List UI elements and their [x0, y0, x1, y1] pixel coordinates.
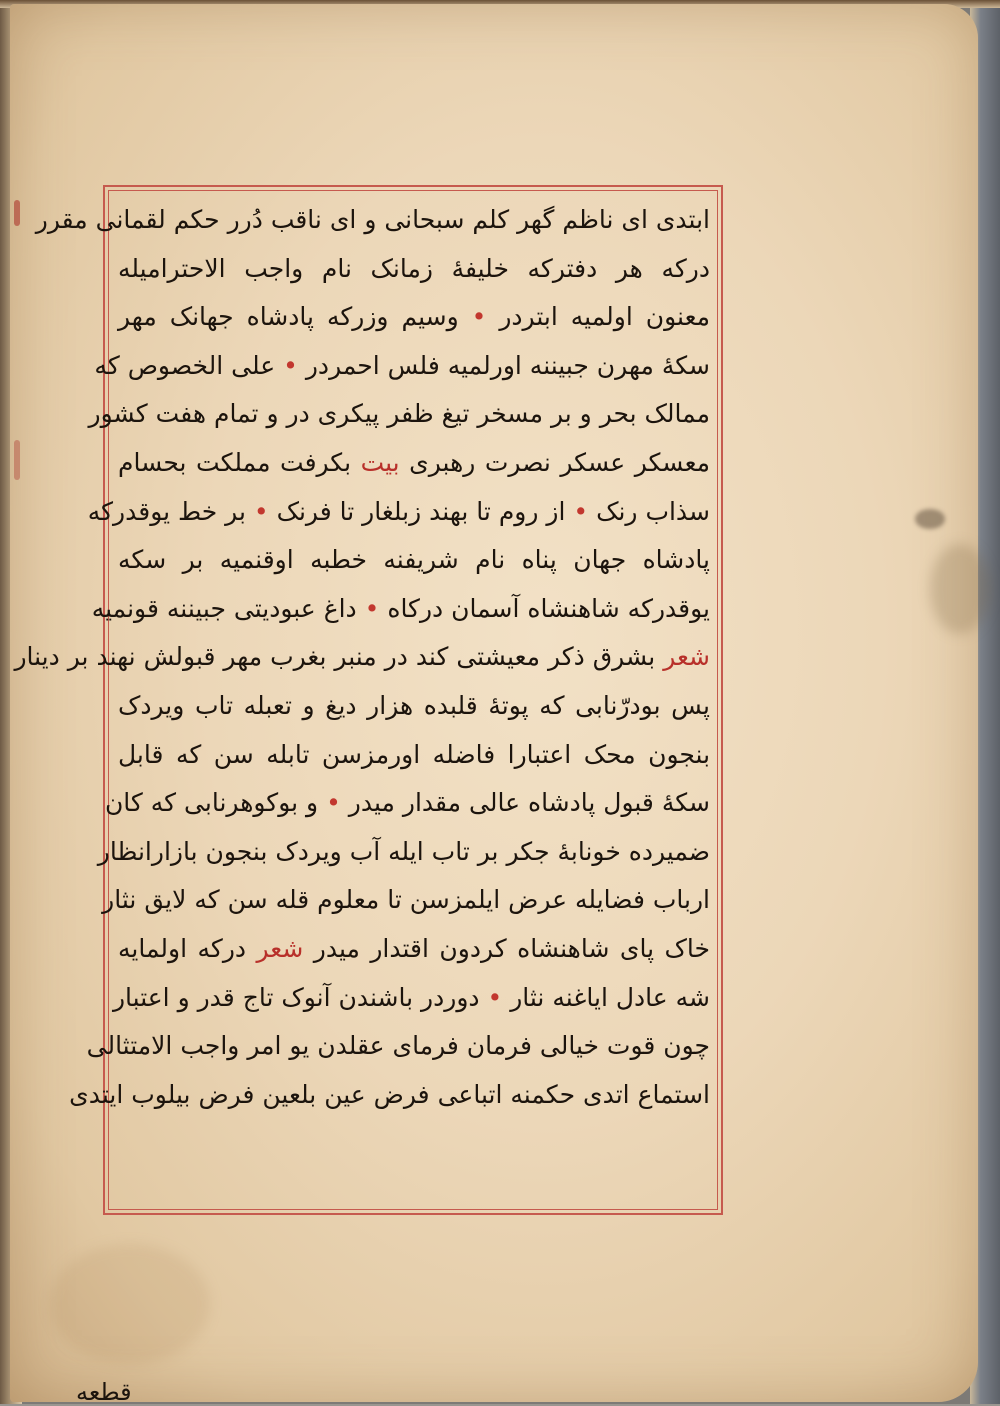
word: عین — [324, 1079, 366, 1109]
word: شاهنشاه — [527, 593, 620, 623]
word: فاضله — [432, 739, 496, 769]
word: ویردک — [118, 690, 185, 720]
text-line — [118, 293, 710, 342]
word: بر — [67, 642, 89, 672]
word: قله — [275, 885, 310, 915]
word: فضایله — [575, 885, 645, 915]
word: از — [546, 496, 566, 526]
word: شه — [675, 982, 710, 1012]
word: محک — [583, 739, 636, 769]
text-line — [14, 633, 710, 682]
word: بر — [550, 399, 572, 429]
text-line — [112, 974, 710, 1023]
word: درکه — [661, 253, 711, 283]
rubric-word: شعر — [256, 933, 304, 963]
word: ضمیرده — [628, 836, 710, 866]
word: حکم — [173, 205, 220, 234]
word: آنوک — [281, 982, 331, 1012]
word: که — [194, 885, 220, 915]
word: بر — [477, 836, 499, 866]
word: جکر — [506, 836, 550, 866]
word: ابتدی — [655, 205, 710, 234]
word: بر — [225, 496, 246, 526]
word: واجب — [180, 1031, 240, 1061]
word: گهر — [517, 205, 555, 234]
word: پادشاه — [527, 788, 596, 818]
word: خونابهٔ — [557, 836, 621, 866]
word: بکرفت — [280, 447, 352, 477]
ink-blot — [915, 509, 945, 529]
word: نام — [475, 545, 506, 575]
word: شاهنشاه — [517, 933, 610, 963]
word: فرنک — [276, 496, 332, 526]
word: در — [286, 399, 310, 429]
word: علی — [231, 350, 276, 380]
word: تا — [387, 885, 402, 915]
word: پس — [671, 690, 710, 720]
word: سن — [213, 739, 254, 769]
word: لایق — [144, 885, 187, 915]
section-mark: • — [471, 302, 487, 332]
section-mark: • — [283, 350, 298, 380]
text-line — [118, 731, 710, 780]
word: و — [364, 205, 377, 234]
section-mark: • — [364, 593, 380, 623]
word: ذکر — [547, 642, 585, 672]
word: فرمای — [392, 1031, 459, 1061]
word: کشور — [88, 399, 148, 429]
word: تاب — [194, 690, 234, 720]
word: ایتدی — [69, 1079, 124, 1109]
word: حکمنه — [510, 1079, 576, 1109]
word: بنجون — [205, 836, 268, 866]
word: جهانک — [169, 302, 234, 332]
word: که — [539, 690, 565, 720]
text-line — [97, 828, 710, 877]
word: مسخر — [477, 399, 543, 429]
word: تا — [476, 496, 491, 526]
word: فرض — [198, 1079, 255, 1109]
section-mark: • — [253, 496, 269, 526]
word: رنک — [596, 496, 638, 526]
word: ظفر — [387, 399, 434, 429]
margin-mark — [14, 440, 20, 480]
word: تابله — [266, 739, 310, 769]
word: پوتهٔ — [488, 690, 529, 720]
word: زبلغار — [362, 496, 422, 526]
text-line — [118, 245, 710, 294]
word: بشرق — [592, 642, 656, 672]
word: بیلوب — [131, 1079, 191, 1109]
word: شریفنه — [383, 545, 459, 575]
word: بهند — [429, 496, 469, 526]
word: اولمیه — [570, 302, 633, 332]
word: مهرن — [596, 350, 654, 380]
word: قبولش — [143, 642, 216, 672]
word: تعبله — [243, 690, 292, 720]
word: کلم — [472, 205, 510, 234]
water-stain — [930, 544, 990, 634]
word: نثار — [510, 982, 545, 1012]
text-line — [88, 390, 710, 439]
word: سکهٔ — [661, 350, 710, 380]
word: ناقب — [270, 205, 322, 234]
word: بودرّنابی — [575, 690, 661, 720]
word: مقرر — [35, 205, 88, 234]
word: معسکر — [634, 447, 711, 477]
word: بحسام — [118, 447, 187, 477]
word: میدر — [313, 933, 360, 963]
word: مقدار — [402, 788, 462, 818]
rubric-word: شعر — [663, 642, 710, 672]
word: اتدی — [583, 1079, 630, 1109]
word: پیکری — [317, 399, 380, 429]
paper-stain — [50, 1244, 210, 1364]
word: دیغ — [325, 690, 357, 720]
word: ای — [621, 205, 648, 234]
word: ای — [329, 205, 357, 234]
word: بوکوهرنابی — [184, 788, 299, 818]
word: بحر — [599, 399, 637, 429]
word: درکه — [197, 933, 247, 963]
word: پادشاه — [246, 302, 314, 332]
word: و — [177, 982, 190, 1012]
word: تمام — [214, 399, 259, 429]
word: استماع — [637, 1079, 710, 1109]
section-mark: • — [487, 982, 503, 1012]
word: ابتردر — [499, 302, 558, 332]
word: عرض — [508, 885, 568, 915]
word: که — [175, 739, 202, 769]
text-line — [118, 536, 710, 585]
word: بنجون — [648, 739, 711, 769]
word: منبر — [334, 642, 377, 672]
catchword: قطعه — [76, 1378, 132, 1406]
word: اعتبارا — [507, 739, 572, 769]
text-line — [118, 925, 710, 974]
word: کند — [415, 642, 449, 672]
word: دفترکه — [527, 253, 598, 283]
word: مهر — [223, 642, 263, 672]
section-mark: • — [573, 496, 589, 526]
word: و — [579, 399, 592, 429]
section-mark: • — [326, 788, 341, 818]
word: جهان — [573, 545, 627, 575]
word: که — [94, 350, 120, 380]
word: نثار — [102, 885, 137, 915]
word: سکه — [118, 545, 167, 575]
word: تا — [339, 496, 355, 526]
word: فرمان — [466, 1031, 532, 1061]
word: بر — [182, 545, 204, 575]
word: دینار — [14, 642, 60, 672]
word: و — [302, 690, 315, 720]
word: ایله — [388, 836, 424, 866]
text-line — [118, 682, 710, 731]
word: اتباعی — [437, 1079, 503, 1109]
word: قونمیه — [91, 593, 159, 623]
word: در — [384, 642, 408, 672]
word: عسکر — [560, 447, 626, 477]
text-line — [86, 1022, 710, 1071]
word: وزرکه — [326, 302, 389, 332]
word: بلعین — [262, 1079, 317, 1109]
word: پادشاه — [642, 545, 710, 575]
word: میدر — [348, 788, 395, 818]
word: درکاه — [387, 593, 444, 623]
word: دُرر — [227, 205, 263, 234]
word: یوقدرکه — [627, 593, 710, 623]
word: سکهٔ — [661, 788, 710, 818]
text-line — [104, 779, 710, 828]
word: اورلمیه — [447, 350, 522, 380]
word: اوقنمیه — [219, 545, 294, 575]
word: قوت — [606, 1031, 656, 1061]
text-line — [91, 585, 710, 634]
word: یوقدرکه — [87, 496, 171, 526]
word: ممالک — [644, 399, 710, 429]
word: احمردر — [305, 350, 380, 380]
word: فرض — [373, 1079, 430, 1109]
text-block — [14, 196, 711, 1119]
word: نام — [321, 253, 352, 283]
word: و — [266, 399, 279, 429]
word: وسیم — [401, 302, 459, 332]
text-line — [69, 1071, 710, 1120]
word: ایلمزسن — [409, 885, 501, 915]
word: اولمایه — [118, 933, 188, 963]
word: عبودیتی — [233, 593, 316, 623]
word: پناه — [521, 545, 557, 575]
word: عالی — [469, 788, 521, 818]
word: خیالی — [539, 1031, 599, 1061]
word: معلوم — [317, 885, 380, 915]
word: تاب — [431, 836, 470, 866]
word: هزار — [367, 690, 414, 720]
word: عادل — [615, 982, 668, 1012]
word: مهر — [118, 302, 157, 332]
word: هفت — [155, 399, 207, 429]
word: جبیننه — [166, 593, 226, 623]
word: آسمان — [451, 593, 520, 623]
word: مملکت — [196, 447, 271, 477]
word: قدر — [197, 982, 235, 1012]
word: ناظم — [562, 205, 614, 234]
word: بازارانظار — [97, 836, 198, 866]
word: ایاغنه — [552, 982, 608, 1012]
word: رهبری — [409, 447, 476, 477]
text-line — [118, 439, 710, 488]
word: تیغ — [441, 399, 470, 429]
word: الامتثالی — [86, 1031, 173, 1061]
rubric-word: بیت — [360, 447, 400, 477]
word: دوردر — [421, 982, 480, 1012]
word: تاج — [242, 982, 274, 1012]
word: معنون — [645, 302, 711, 332]
word: زمانک — [370, 253, 433, 283]
word: ارباب — [652, 885, 710, 915]
word: واجب — [244, 253, 304, 283]
word: چون — [663, 1031, 710, 1061]
word: باشندن — [338, 982, 414, 1012]
text-line — [102, 876, 710, 925]
word: خاک — [664, 933, 710, 963]
word: جبیننه — [529, 350, 589, 380]
word: خطبه — [310, 545, 367, 575]
text-line — [94, 342, 710, 391]
word: لقمانی — [95, 205, 166, 234]
word: سذاب — [645, 496, 710, 526]
word: الاحترامیله — [118, 253, 226, 283]
word: خط — [178, 496, 218, 526]
word: آب — [349, 836, 381, 866]
word: که — [150, 788, 177, 818]
word: نهند — [96, 642, 136, 672]
word: قبول — [603, 788, 654, 818]
margin-mark — [14, 200, 20, 226]
word: کان — [104, 788, 143, 818]
word: پای — [619, 933, 655, 963]
word: بغرب — [270, 642, 327, 672]
word: سن — [227, 885, 268, 915]
word: قلبده — [423, 690, 478, 720]
word: معیشتی — [456, 642, 541, 672]
word: اقتدار — [370, 933, 429, 963]
word: کردون — [439, 933, 507, 963]
word: هر — [615, 253, 643, 283]
word: اعتبار — [112, 982, 170, 1012]
word: عقلدن — [317, 1031, 385, 1061]
word: امر — [247, 1031, 282, 1061]
word: سبحانی — [384, 205, 465, 234]
word: فلس — [387, 350, 440, 380]
word: روم — [498, 496, 539, 526]
word: نصرت — [484, 447, 551, 477]
word: خلیفهٔ — [451, 253, 509, 283]
word: اورمزسن — [321, 739, 421, 769]
word: و — [306, 788, 319, 818]
word: الخصوص — [127, 350, 224, 380]
text-line — [35, 196, 710, 245]
word: قابل — [118, 739, 164, 769]
word: داغ — [323, 593, 357, 623]
text-line — [87, 488, 710, 537]
word: یو — [289, 1031, 310, 1061]
word: ویردک — [275, 836, 342, 866]
